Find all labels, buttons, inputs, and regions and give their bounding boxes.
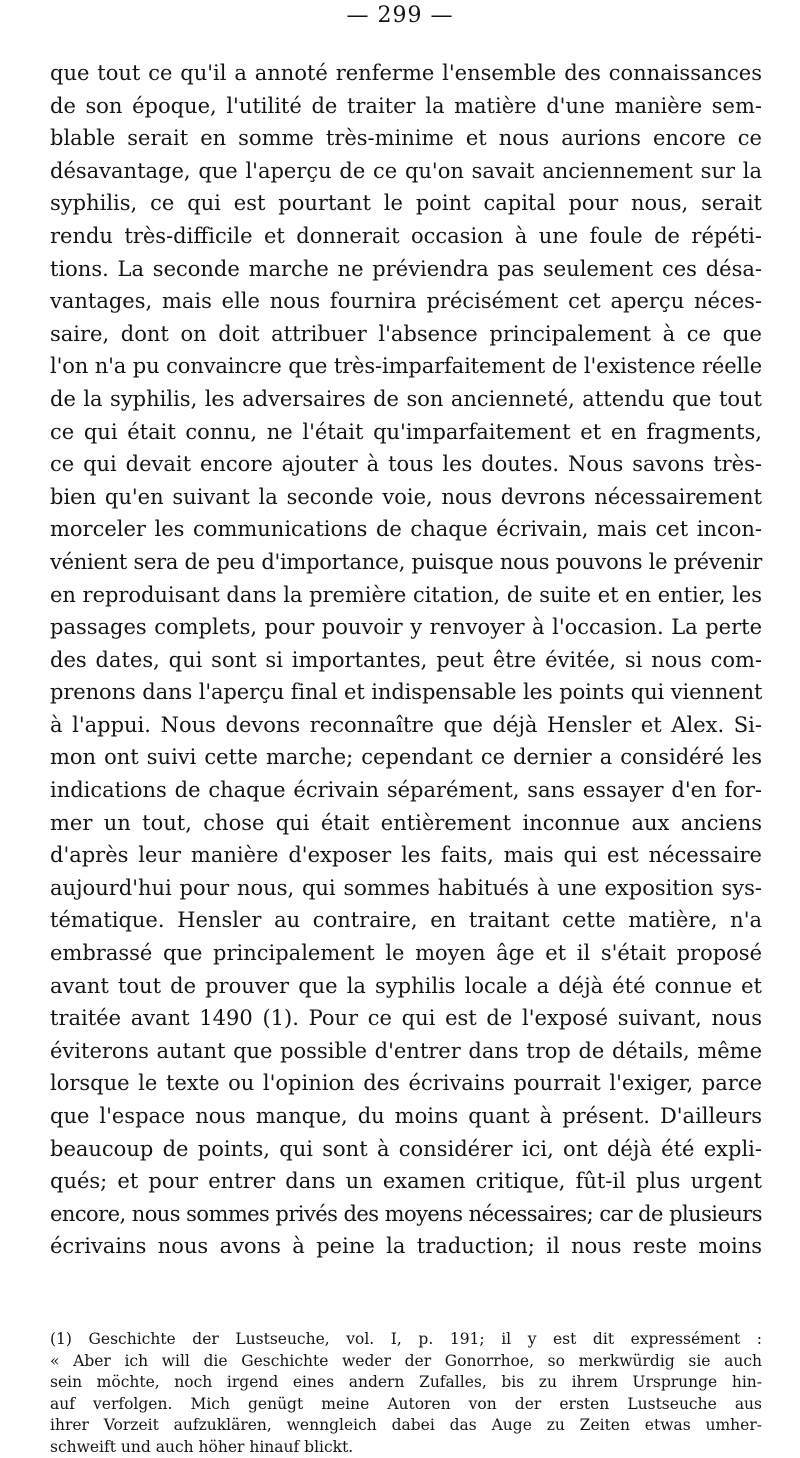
footnote-line: schweift und auch höher hinauf blickt. <box>50 1437 762 1458</box>
text-line: avant tout de prouver que la syphilis locale a déjà été connue et <box>50 970 762 1003</box>
text-line: passages complets, pour pouvoir y renvoyer à l'occasion. La perte <box>50 611 762 644</box>
footnote-line: sein möchte, noch irgend eines andern Zufalles, bis zu ihrem Ursprunge hin- <box>50 1372 762 1394</box>
text-line: embrassé que principalement le moyen âge et il s'était proposé <box>50 937 762 970</box>
text-line: tématique. Hensler au contraire, en traitant cette matière, n'a <box>50 904 762 937</box>
text-line: tions. La seconde marche ne préviendra pas seulement ces désa- <box>50 253 762 286</box>
text-line: bien qu'en suivant la seconde voie, nous devrons nécessairement <box>50 481 762 514</box>
text-line: mer un tout, chose qui était entièrement inconnue aux anciens <box>50 807 762 840</box>
footnote-line: ihrer Vorzeit aufzuklären, wenngleich dabei das Auge zu Zeiten etwas umher- <box>50 1415 762 1437</box>
text-line: syphilis, ce qui est pourtant le point capital pour nous, serait <box>50 187 762 220</box>
body-text <box>50 57 762 1263</box>
text-line: prenons dans l'aperçu final et indispensable les points qui viennent <box>50 676 762 709</box>
text-line: beaucoup de points, qui sont à considérer ici, ont déjà été expli- <box>50 1133 762 1166</box>
text-line: morceler les communications de chaque écrivain, mais cet incon- <box>50 513 762 546</box>
text-line: que l'espace nous manque, du moins quant à présent. D'ailleurs <box>50 1100 762 1133</box>
text-line: qués; et pour entrer dans un examen critique, fût-il plus urgent <box>50 1165 762 1198</box>
text-line: lorsque le texte ou l'opinion des écrivains pourrait l'exiger, parce <box>50 1067 762 1100</box>
text-line: de son époque, l'utilité de traiter la matière d'une manière sem- <box>50 90 762 123</box>
text-line: en reproduisant dans la première citation, de suite et en entier, les <box>50 579 762 612</box>
text-line: indications de chaque écrivain séparément, sans essayer d'en for- <box>50 774 762 807</box>
text-line: éviterons autant que possible d'entrer dans trop de détails, même <box>50 1035 762 1068</box>
text-line: ce qui était connu, ne l'était qu'imparfaitement et en fragments, <box>50 416 762 449</box>
text-line: blable serait en somme très-minime et nous aurions encore ce <box>50 122 762 155</box>
text-line: saire, dont on doit attribuer l'absence principalement à ce que <box>50 318 762 351</box>
text-line: rendu très-difficile et donnerait occasion à une foule de répéti- <box>50 220 762 253</box>
text-line: désavantage, que l'aperçu de ce qu'on savait anciennement sur la <box>50 155 762 188</box>
text-line: aujourd'hui pour nous, qui sommes habitués à une exposition sys- <box>50 872 762 905</box>
text-line: à l'appui. Nous devons reconnaître que déjà Hensler et Alex. Si- <box>50 709 762 742</box>
text-line: vénient sera de peu d'importance, puisque nous pouvons le prévenir <box>50 546 762 579</box>
text-line: écrivains nous avons à peine la traduction; il nous reste moins <box>50 1230 762 1263</box>
text-line: encore, nous sommes privés des moyens nécessaires; car de plusieurs <box>50 1198 762 1231</box>
text-line: l'on n'a pu convaincre que très-imparfaitement de l'existence réelle <box>50 350 762 383</box>
text-line: que tout ce qu'il a annoté renferme l'ensemble des connaissances <box>50 57 762 90</box>
footnote-line: (1) Geschichte der Lustseuche, vol. I, p. 191; il y est dit expressément : <box>50 1329 762 1351</box>
text-line: de la syphilis, les adversaires de son ancienneté, attendu que tout <box>50 383 762 416</box>
text-line: traitée avant 1490 (1). Pour ce qui est de l'exposé suivant, nous <box>50 1002 762 1035</box>
footnote-line: « Aber ich will die Geschichte weder der Gonorrhoe, so merkwürdig sie auch <box>50 1351 762 1373</box>
page-number: — 299 — <box>0 2 800 30</box>
text-line: d'après leur manière d'exposer les faits, mais qui est nécessaire <box>50 839 762 872</box>
footnote <box>50 1329 762 1458</box>
footnote-line: auf verfolgen. Mich genügt meine Autoren von der ersten Lustseuche aus <box>50 1394 762 1416</box>
text-line: des dates, qui sont si importantes, peut être évitée, si nous com- <box>50 644 762 677</box>
text-line: vantages, mais elle nous fournira précisément cet aperçu néces- <box>50 285 762 318</box>
text-line: ce qui devait encore ajouter à tous les doutes. Nous savons très- <box>50 448 762 481</box>
text-line: mon ont suivi cette marche; cependant ce dernier a considéré les <box>50 741 762 774</box>
